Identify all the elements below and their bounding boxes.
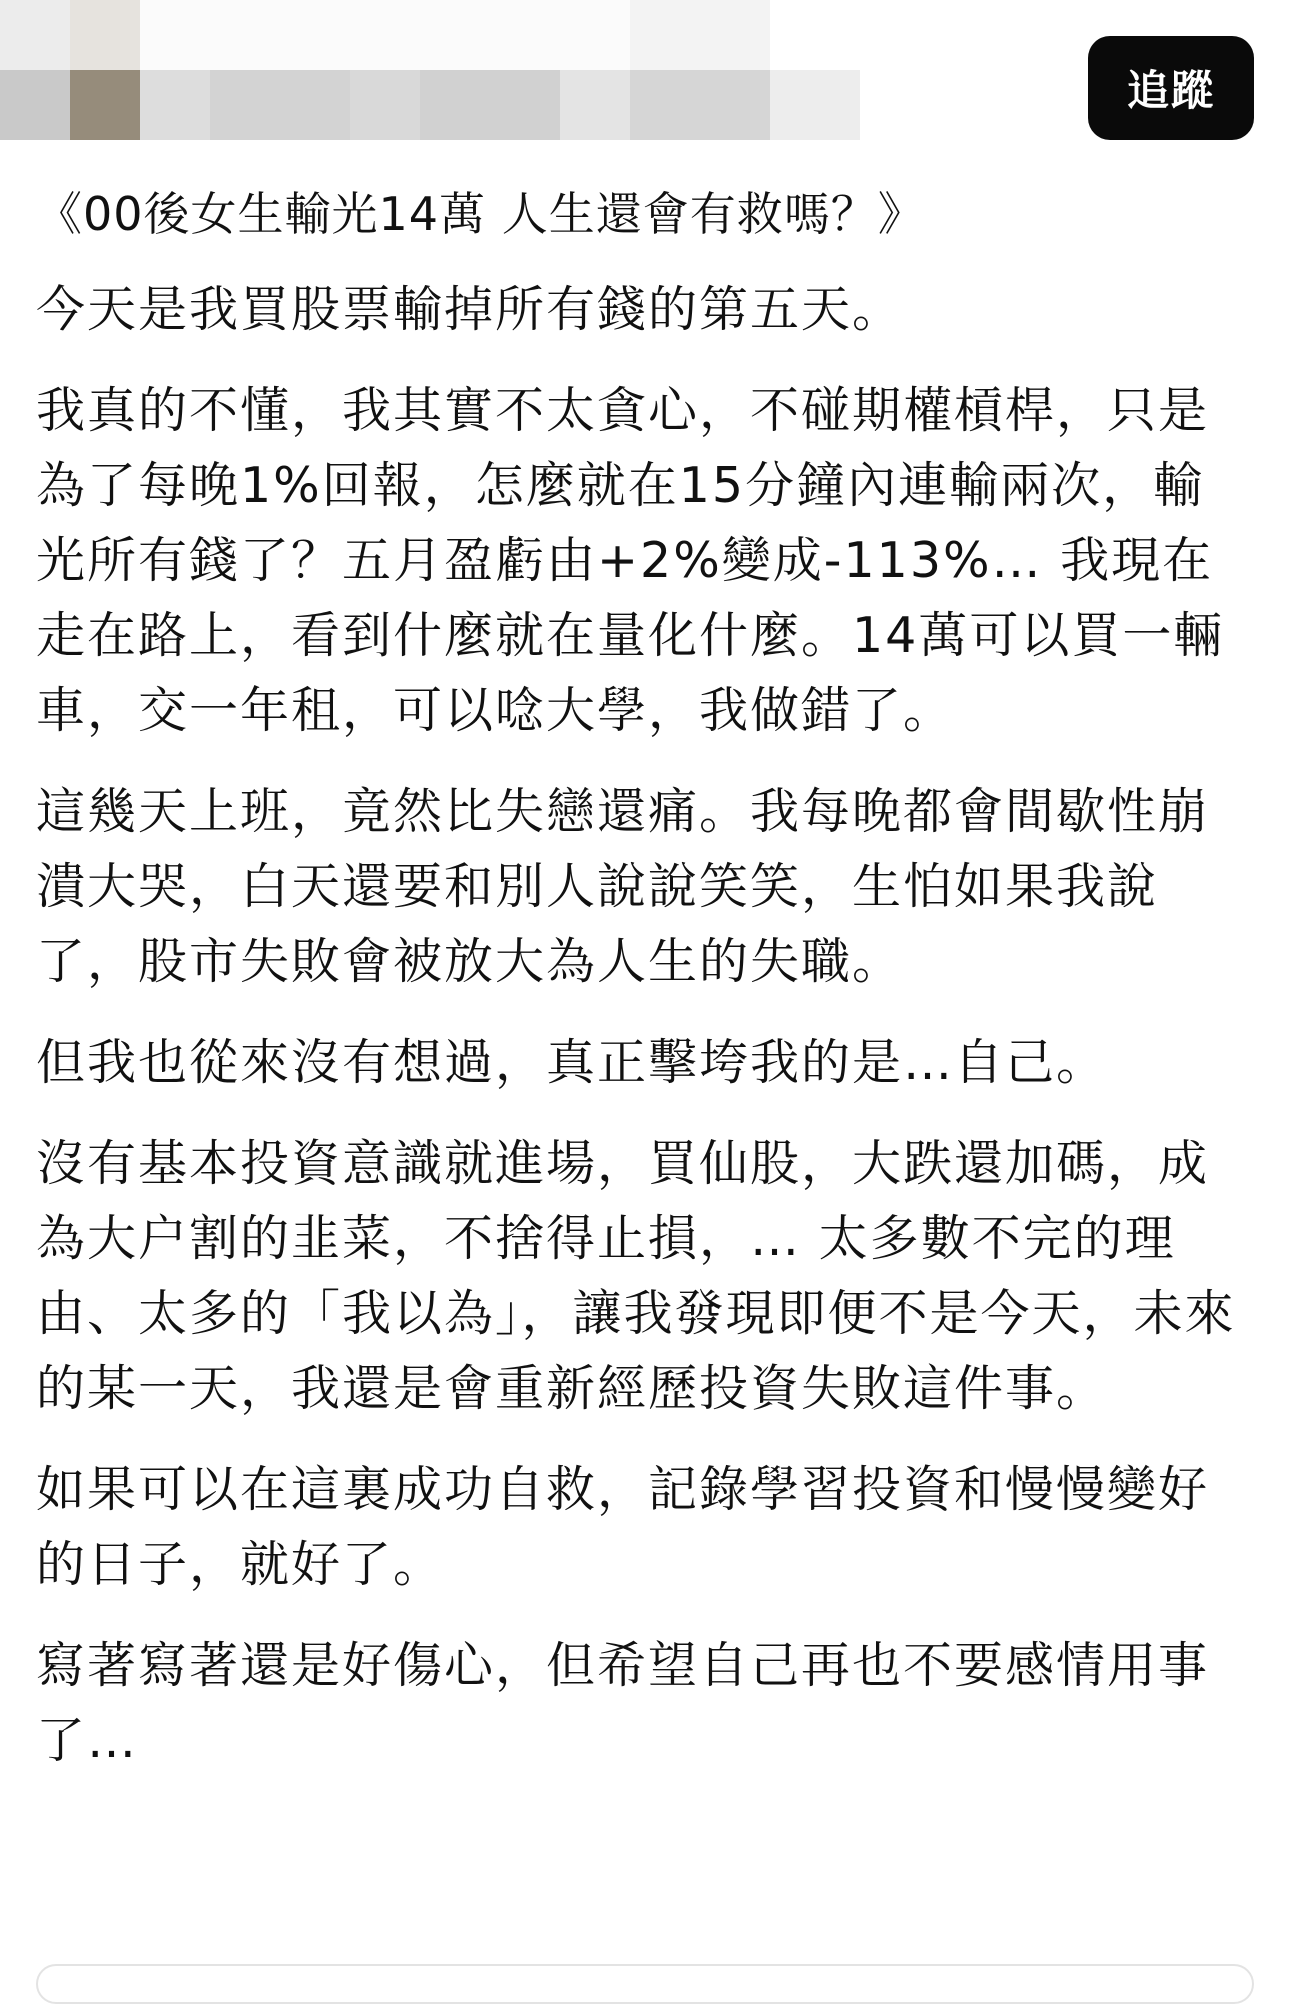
blurred-profile-area [0, 0, 860, 140]
post-paragraph: 但我也從來沒有想過，真正擊垮我的是…自己。 [36, 1034, 1108, 1091]
link-preview-card[interactable] [36, 1964, 1254, 2004]
mosaic-block [210, 70, 350, 140]
mosaic-block [70, 70, 140, 140]
post-title: 《00後女生輸光14萬 人生還會有救嗎？》 [36, 187, 925, 241]
mosaic-block [350, 70, 420, 140]
mosaic-block [560, 70, 630, 140]
post-paragraph: 今天是我買股票輸掉所有錢的第五天。 [36, 281, 904, 338]
mosaic-block [630, 0, 770, 70]
post-paragraph: 如果可以在這裏成功自救，記錄學習投資和慢慢變好的日子，就好了。 [36, 1461, 1210, 1593]
post-paragraph: 寫著寫著還是好傷心，但希望自己再也不要感情用事了… [36, 1637, 1210, 1769]
mosaic-block [70, 0, 140, 70]
post-body [36, 176, 1252, 1804]
post-paragraph: 這幾天上班，竟然比失戀還痛。我每晚都會間歇性崩潰大哭，白天還要和別人說說笑笑，生怕如果我說了，股市失敗會被放大為人生的失職。 [36, 783, 1210, 990]
mosaic-block [140, 70, 210, 140]
follow-button[interactable]: 追蹤 [1088, 36, 1254, 140]
mosaic-block [140, 0, 630, 70]
mosaic-block [770, 70, 860, 140]
mosaic-block [420, 70, 560, 140]
mosaic-block [0, 70, 70, 140]
mosaic-block [630, 70, 770, 140]
post-paragraph: 沒有基本投資意識就進場，買仙股，大跌還加碼，成為大户割的韭菜，不捨得止損，… 太多數不完的理由、太多的「我以為」，讓我發現即便不是今天，未來的某一天，我還是會重新經歷投資失敗這件事。 [36, 1135, 1236, 1417]
mosaic-block [0, 0, 70, 70]
post-paragraph: 我真的不懂，我其實不太貪心，不碰期權槓桿，只是為了每晚1%回報，怎麼就在15分鐘內連輸兩次，輸光所有錢了？五月盈虧由+2%變成-113%… 我現在走在路上，看到什麼就在量化什麼。14萬可以買一輛車，交一年租，可以唸大學，我做錯了。 [36, 382, 1225, 739]
